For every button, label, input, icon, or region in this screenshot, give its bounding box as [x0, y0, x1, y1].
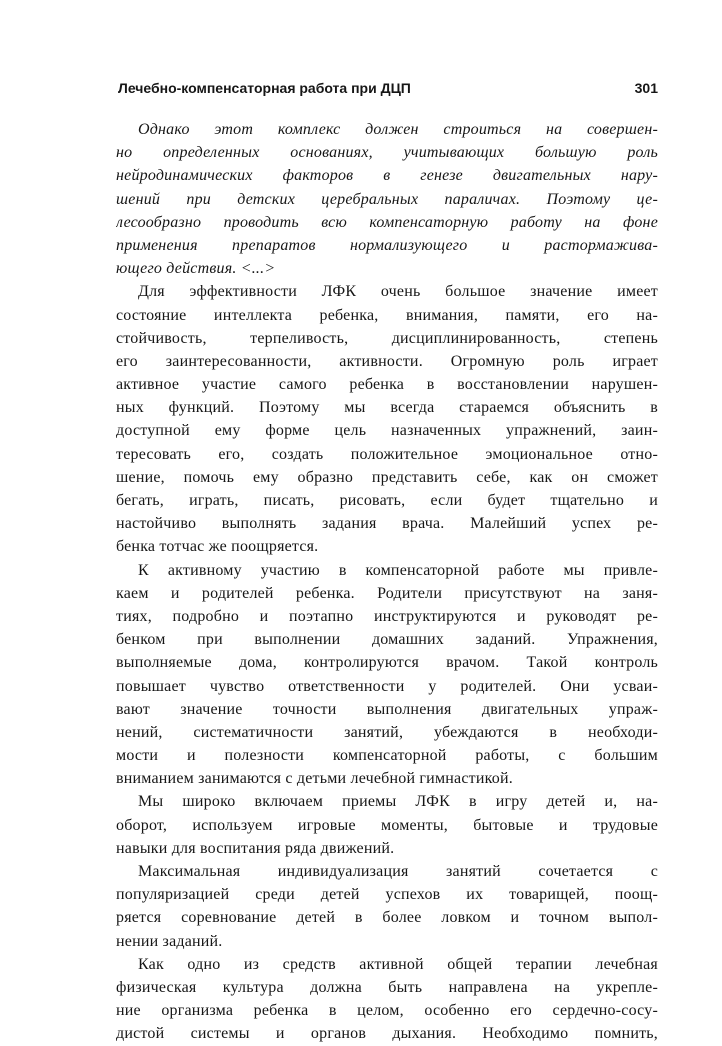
- text-line: ных функций. Поэтому мы всегда стараемся объяснить в: [116, 399, 658, 417]
- body-paragraph: [116, 790, 658, 860]
- body-paragraph: [116, 860, 658, 953]
- text-line: мости и полезности компенсаторной работы, с большим: [116, 747, 658, 765]
- body-paragraph: [116, 280, 658, 558]
- text-line: выполняемые дома, контролируются врачом. Такой контроль: [116, 654, 658, 672]
- text-line: Максимальная индивидуализация занятий сочетается с: [138, 863, 658, 880]
- text-line: тиях, подробно и поэтапно инструктируются и руководят ре-: [116, 607, 658, 625]
- text-line: дистой системы и органов дыхания. Необходимо помнить,: [116, 1025, 658, 1043]
- text-line: применения препаратов нормализующего и растормажива-: [116, 236, 658, 254]
- text-line: ющего действия. <...>: [116, 260, 276, 278]
- text-line: доступной ему форме цель назначенных упражнений, заин-: [116, 422, 658, 440]
- text-line: Для эффективности ЛФК очень большое значение имеет: [138, 283, 658, 301]
- text-line: ряется соревнование детей в более ловком и точном выпол-: [116, 909, 658, 927]
- body-paragraph: [116, 953, 658, 1046]
- text-line: активное участие самого ребенка в восстановлении нарушен-: [116, 376, 658, 394]
- text-line: навыки для воспитания ряда движений.: [116, 839, 395, 857]
- text-line: физическая культура должна быть направлена на укрепле-: [116, 978, 658, 996]
- text-line: стойчивость, терпеливость, дисциплинированность, степень: [116, 329, 658, 347]
- text-line: повышает чувство ответственности у родителей. Они усваи-: [116, 677, 658, 695]
- text-line: нений, систематичности занятий, убеждаются в необходи-: [116, 723, 658, 741]
- text-line: бегать, играть, писать, рисовать, если будет тщательно и: [116, 492, 658, 509]
- running-header: [118, 80, 658, 102]
- text-line: оборот, используем игровые моменты, бытовые и трудовые: [116, 816, 658, 834]
- text-line: его заинтересованности, активности. Огромную роль играет: [116, 352, 658, 370]
- text-line: тересовать его, создать положительное эмоциональное отно-: [116, 445, 658, 463]
- text-line: вают значение точности выполнения двигательных упраж-: [116, 700, 658, 718]
- text-line: вниманием занимаются с детьми лечебной гимнастикой.: [116, 770, 513, 788]
- quote-paragraph: [116, 118, 658, 280]
- text-line: лесообразно проводить всю компенсаторную работу на фоне: [116, 213, 658, 231]
- text-line: Мы широко включаем приемы ЛФК в игру детей и, на-: [138, 793, 658, 811]
- page-body: [116, 118, 658, 1043]
- text-line: каем и родителей ребенка. Родители присутствуют на заня-: [116, 584, 658, 602]
- text-line: нении заданий.: [116, 932, 223, 950]
- text-line: шений при детских церебральных параличах. Поэтому це-: [116, 190, 658, 208]
- page-number: 301: [634, 80, 658, 96]
- text-line: Как одно из средств активной общей терапии лечебная: [138, 955, 658, 973]
- text-line: Однако этот комплекс должен строиться на совершен-: [138, 121, 658, 138]
- text-line: но определенных основаниях, учитывающих большую роль: [116, 144, 658, 162]
- text-line: нейродинамических факторов в генезе двигательных нару-: [116, 167, 658, 185]
- text-line: настойчиво выполнять задания врача. Малейший успех ре-: [116, 515, 658, 533]
- text-line: популяризацией среди детей успехов их товарищей, поощ-: [116, 886, 658, 904]
- text-line: ние организма ребенка в целом, особенно его сердечно-сосу-: [116, 1002, 658, 1020]
- text-line: шение, помочь ему образно представить себе, как он сможет: [116, 468, 658, 486]
- text-line: бенком при выполнении домашних заданий. Упражнения,: [116, 631, 658, 649]
- text-line: бенка тотчас же поощряется.: [116, 538, 319, 556]
- running-title: Лечебно-компенсаторная работа при ДЦП: [118, 80, 411, 96]
- text-line: состояние интеллекта ребенка, внимания, памяти, его на-: [116, 306, 658, 324]
- text-line: К активному участию в компенсаторной работе мы привле-: [138, 561, 658, 579]
- body-paragraph: [116, 559, 658, 791]
